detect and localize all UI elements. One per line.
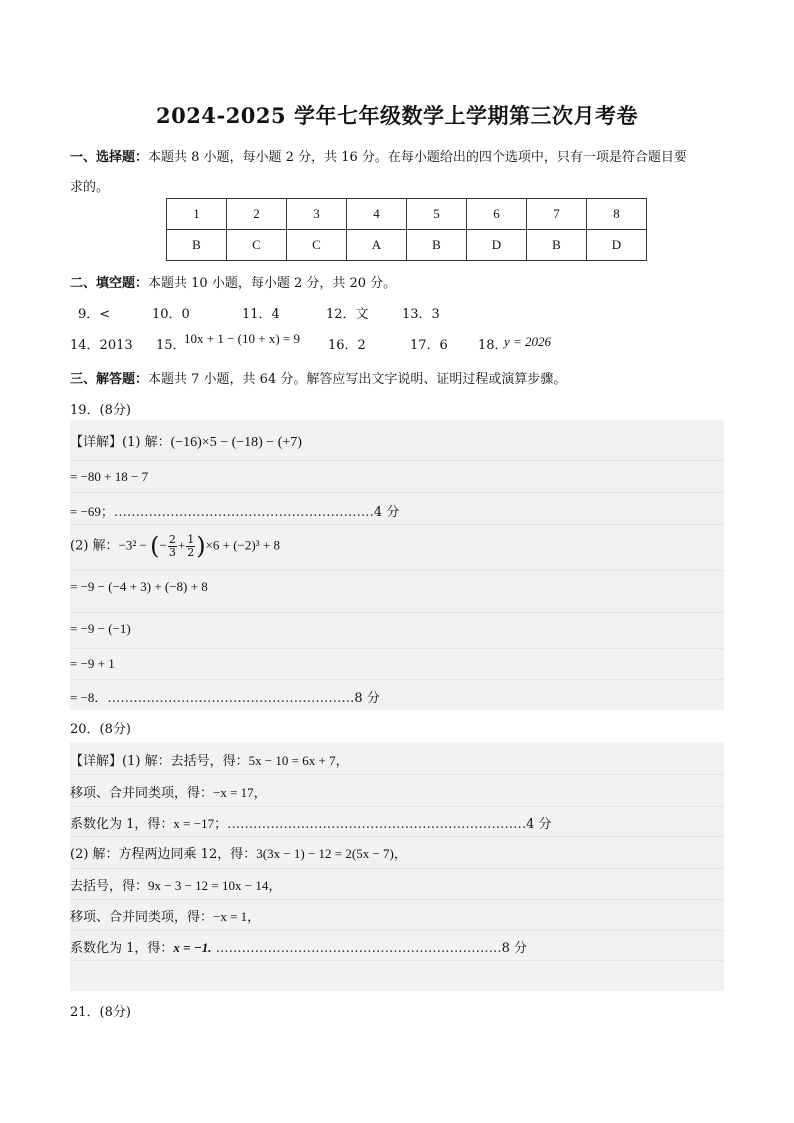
table-cell: 3 — [287, 199, 347, 230]
solution-text: 去括号，得： — [70, 879, 149, 894]
score-leader-dots: ………………………………………………… — [107, 691, 355, 706]
table-cell: D — [587, 230, 647, 261]
fraction-denominator: 2 — [187, 545, 195, 559]
score-leader-dots: ………………………………………………………… — [211, 941, 502, 956]
solution-tag: 【详解】 — [70, 754, 123, 769]
fill-answer-math: 10x + 1 − (10 + x) = 9 — [184, 331, 300, 346]
answer-table — [166, 198, 647, 261]
section1-heading: 一、选择题： — [70, 150, 149, 165]
q19-step1: = −80 + 18 − 7 — [70, 469, 149, 484]
q20-solution-block — [70, 742, 724, 991]
math-expression: −x = 17， — [213, 785, 267, 800]
fill-answer: 15． — [156, 338, 186, 353]
math-expression: 9x − 3 − 12 = 10x − 14， — [148, 878, 282, 893]
solution-text: (1) 解：去括号，得： — [122, 754, 249, 769]
fill-answer: 9．< — [78, 307, 111, 322]
math-expression: = −69； — [70, 504, 114, 519]
table-cell: C — [227, 230, 287, 261]
section3-desc: 本题共 7 小题，共 64 分。解答应写出文字说明、证明过程或演算步骤。 — [148, 372, 567, 387]
math-expression: −3² − — [118, 537, 151, 553]
section3-heading: 三、解答题： — [70, 372, 149, 387]
fraction — [186, 534, 195, 559]
fraction-denominator: 3 — [168, 545, 176, 559]
table-cell: B — [527, 230, 587, 261]
fraction-numerator: 1 — [187, 532, 195, 546]
math-expression: = −8． — [70, 690, 108, 705]
math-expression: x = −1. — [173, 940, 212, 955]
fill-answer: 10．0 — [152, 307, 190, 322]
math-expression: x = −17； — [173, 816, 228, 831]
right-paren: ) — [196, 532, 206, 560]
section2-desc: 本题共 10 小题，每小题 2 分，共 20 分。 — [148, 276, 397, 291]
q20-line2 — [70, 782, 267, 801]
q20-label: 20．(8分) — [70, 722, 131, 737]
solution-text: (2) 解：方程两边同乘 12，得： — [70, 847, 257, 862]
fill-answer: 11．4 — [242, 307, 280, 322]
section2-heading: 二、填空题： — [70, 276, 149, 291]
table-cell: 6 — [467, 199, 527, 230]
table-cell: 4 — [347, 199, 407, 230]
solution-text: 系数化为 1，得： — [70, 941, 174, 956]
q19-step5: = −9 + 1 — [70, 656, 115, 671]
table-cell: 1 — [167, 199, 227, 230]
fill-answer-math: y = 2026 — [504, 334, 552, 349]
score-label: 8 分 — [354, 691, 380, 706]
score-leader-dots: …………………………………………………………… — [227, 817, 527, 832]
q19-solution-block — [70, 420, 724, 710]
fraction-numerator: 2 — [168, 532, 176, 546]
table-cell: A — [347, 230, 407, 261]
solution-text: 系数化为 1，得： — [70, 817, 174, 832]
q20-line4 — [70, 843, 407, 862]
table-cell: 5 — [407, 199, 467, 230]
math-expression: −x = 1， — [213, 909, 261, 924]
table-cell: 2 — [227, 199, 287, 230]
math-expression: ×6 + (−2)³ + 8 — [205, 537, 280, 553]
solution-text: 移项、合并同类项，得： — [70, 910, 214, 925]
fill-answer: 16．2 — [328, 338, 366, 353]
q20-line1 — [70, 750, 349, 769]
score-label: 4 分 — [526, 817, 552, 832]
fill-answer: 14．2013 — [70, 338, 133, 353]
part-intro: (2) 解： — [70, 538, 119, 554]
answer-table-answer-row — [167, 230, 647, 261]
table-cell: C — [287, 230, 347, 261]
left-paren: ( — [150, 532, 160, 560]
q19-part1 — [70, 431, 302, 451]
score-leader-dots: …………………………………………………… — [113, 505, 374, 520]
q20-line5 — [70, 875, 281, 894]
q19-part2 — [70, 532, 280, 560]
q19-step3: = −9 − (−4 + 3) + (−8) + 8 — [70, 579, 208, 594]
q19-step4: = −9 − (−1) — [70, 621, 131, 636]
section1-desc-line1: 本题共 8 小题，每小题 2 分，共 16 分。在每小题给出的四个选项中，只有一项是符合题目要 — [148, 150, 687, 165]
section1-desc-line2: 求的。 — [70, 180, 110, 195]
section2-line — [70, 272, 396, 291]
table-cell: B — [407, 230, 467, 261]
section3-line — [70, 368, 566, 387]
part-intro: (1) 解： — [122, 435, 171, 450]
fill-answer: 13．3 — [402, 307, 440, 322]
q20-line3 — [70, 813, 551, 832]
table-cell: D — [467, 230, 527, 261]
plus-sign: + — [177, 537, 186, 553]
answer-table-number-row — [167, 199, 647, 230]
table-cell: B — [167, 230, 227, 261]
score-label: 4 分 — [373, 505, 400, 520]
table-cell: 7 — [527, 199, 587, 230]
table-cell: 8 — [587, 199, 647, 230]
minus-sign: − — [159, 537, 167, 553]
score-label: 8 分 — [501, 941, 527, 956]
q19-step6 — [70, 687, 380, 706]
q21-label: 21．(8分) — [70, 1005, 131, 1020]
solution-text: 移项、合并同类项，得： — [70, 786, 214, 801]
math-expression: 3(3x − 1) − 12 = 2(5x − 7)， — [256, 846, 407, 861]
q19-step2 — [70, 501, 399, 520]
fill-answer: 12．文 — [326, 307, 369, 322]
math-expression: 5x − 10 = 6x + 7， — [248, 753, 349, 768]
fill-answer: 18． — [478, 338, 508, 353]
math-expression: (−16)×5 − (−18) − (+7) — [170, 435, 302, 450]
page-title: 2024-2025 学年七年级数学上学期第三次月考卷 — [156, 103, 638, 128]
solution-tag: 【详解】 — [70, 435, 123, 450]
section1-line1 — [70, 146, 687, 165]
fraction — [168, 534, 177, 559]
q19-label: 19．(8分) — [70, 403, 131, 418]
q20-line6 — [70, 906, 260, 925]
fill-answer: 17．6 — [410, 338, 448, 353]
q20-line7 — [70, 937, 527, 956]
